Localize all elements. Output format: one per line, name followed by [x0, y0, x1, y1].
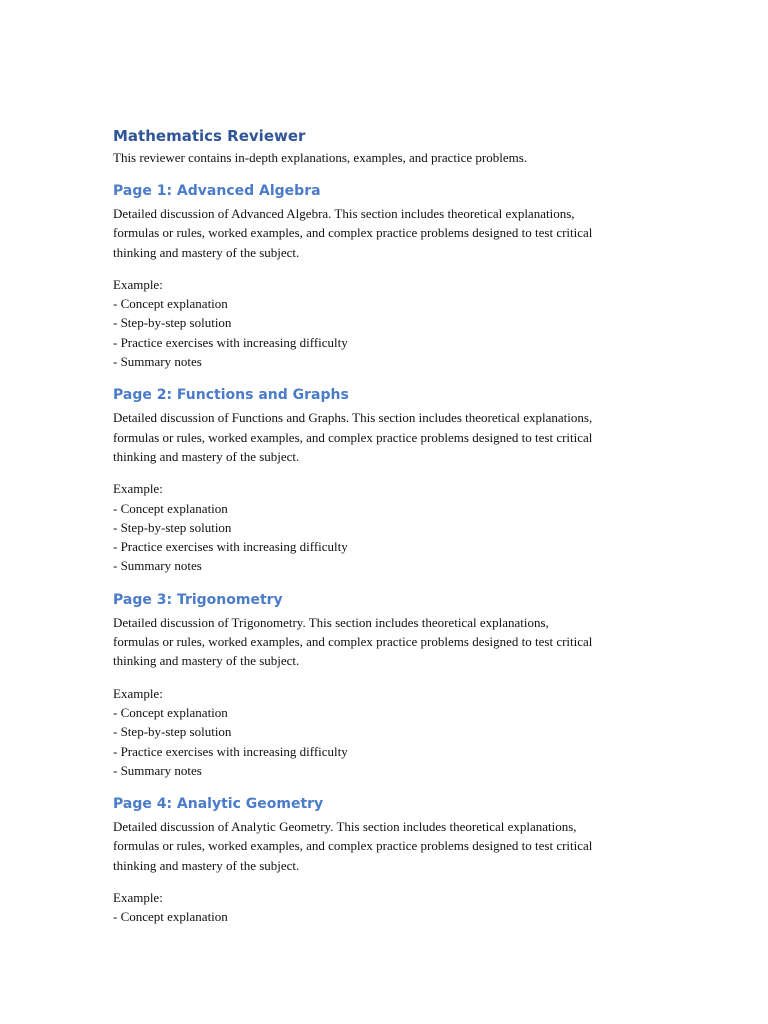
example-list-item: - Step-by-step solution: [113, 315, 232, 331]
example-list-item: - Summary notes: [113, 558, 202, 574]
section-body: [113, 817, 673, 875]
example-list-item: - Practice exercises with increasing difficulty: [113, 539, 348, 555]
section-page-2: [113, 385, 673, 575]
example-list-item: - Summary notes: [113, 762, 202, 778]
section-body: [113, 613, 673, 671]
example-label: Example:: [113, 685, 163, 701]
section-body: [113, 204, 673, 262]
example-list-item: - Summary notes: [113, 354, 202, 370]
example-label: Example:: [113, 890, 163, 906]
section-page-3: [113, 590, 673, 780]
example-list-item: - Step-by-step solution: [113, 724, 232, 740]
document-page: [113, 126, 673, 927]
sections-container: [113, 181, 673, 927]
body-line: thinking and mastery of the subject.: [113, 653, 300, 669]
section-heading: Page 3: Trigonometry: [113, 591, 283, 608]
example-list-item: - Concept explanation: [113, 909, 228, 925]
example-list-item: - Concept explanation: [113, 704, 228, 720]
document-title: Mathematics Reviewer: [113, 127, 306, 145]
body-line: Detailed discussion of Functions and Graphs. This section includes theoretical explanations,: [113, 410, 593, 426]
body-line: thinking and mastery of the subject.: [113, 857, 300, 873]
section-heading: Page 2: Functions and Graphs: [113, 387, 349, 404]
section-page-1: [113, 181, 673, 371]
section-heading: Page 1: Advanced Algebra: [113, 183, 321, 199]
body-line: thinking and mastery of the subject.: [113, 448, 300, 464]
example-label: Example:: [113, 276, 163, 292]
example-list-item: - Practice exercises with increasing difficulty: [113, 334, 348, 350]
section-heading: Page 4: Analytic Geometry: [113, 796, 324, 813]
body-line: Detailed discussion of Analytic Geometry. This section includes theoretical explanations,: [113, 819, 577, 835]
body-line: Detailed discussion of Advanced Algebra. This section includes theoretical explanations,: [113, 206, 575, 221]
body-line: formulas or rules, worked examples, and complex practice problems designed to test critical: [113, 838, 593, 854]
body-line: formulas or rules, worked examples, and complex practice problems designed to test critical: [113, 225, 593, 241]
example-list-item: - Concept explanation: [113, 500, 228, 516]
section-body: [113, 408, 673, 466]
document-intro: This reviewer contains in-depth explanations, examples, and practice problems.: [113, 150, 528, 165]
example-list-item: - Concept explanation: [113, 296, 228, 312]
example-block: [113, 479, 673, 575]
example-block: [113, 275, 673, 371]
body-line: formulas or rules, worked examples, and complex practice problems designed to test critical: [113, 429, 593, 445]
body-line: formulas or rules, worked examples, and complex practice problems designed to test critical: [113, 634, 593, 650]
body-line: thinking and mastery of the subject.: [113, 244, 300, 260]
example-list-item: - Practice exercises with increasing difficulty: [113, 743, 348, 759]
section-page-4: [113, 794, 673, 926]
example-label: Example:: [113, 481, 163, 497]
body-line: Detailed discussion of Trigonometry. This section includes theoretical explanations,: [113, 614, 549, 630]
example-block: [113, 684, 673, 780]
example-list-item: - Step-by-step solution: [113, 519, 232, 535]
example-block: [113, 888, 673, 927]
